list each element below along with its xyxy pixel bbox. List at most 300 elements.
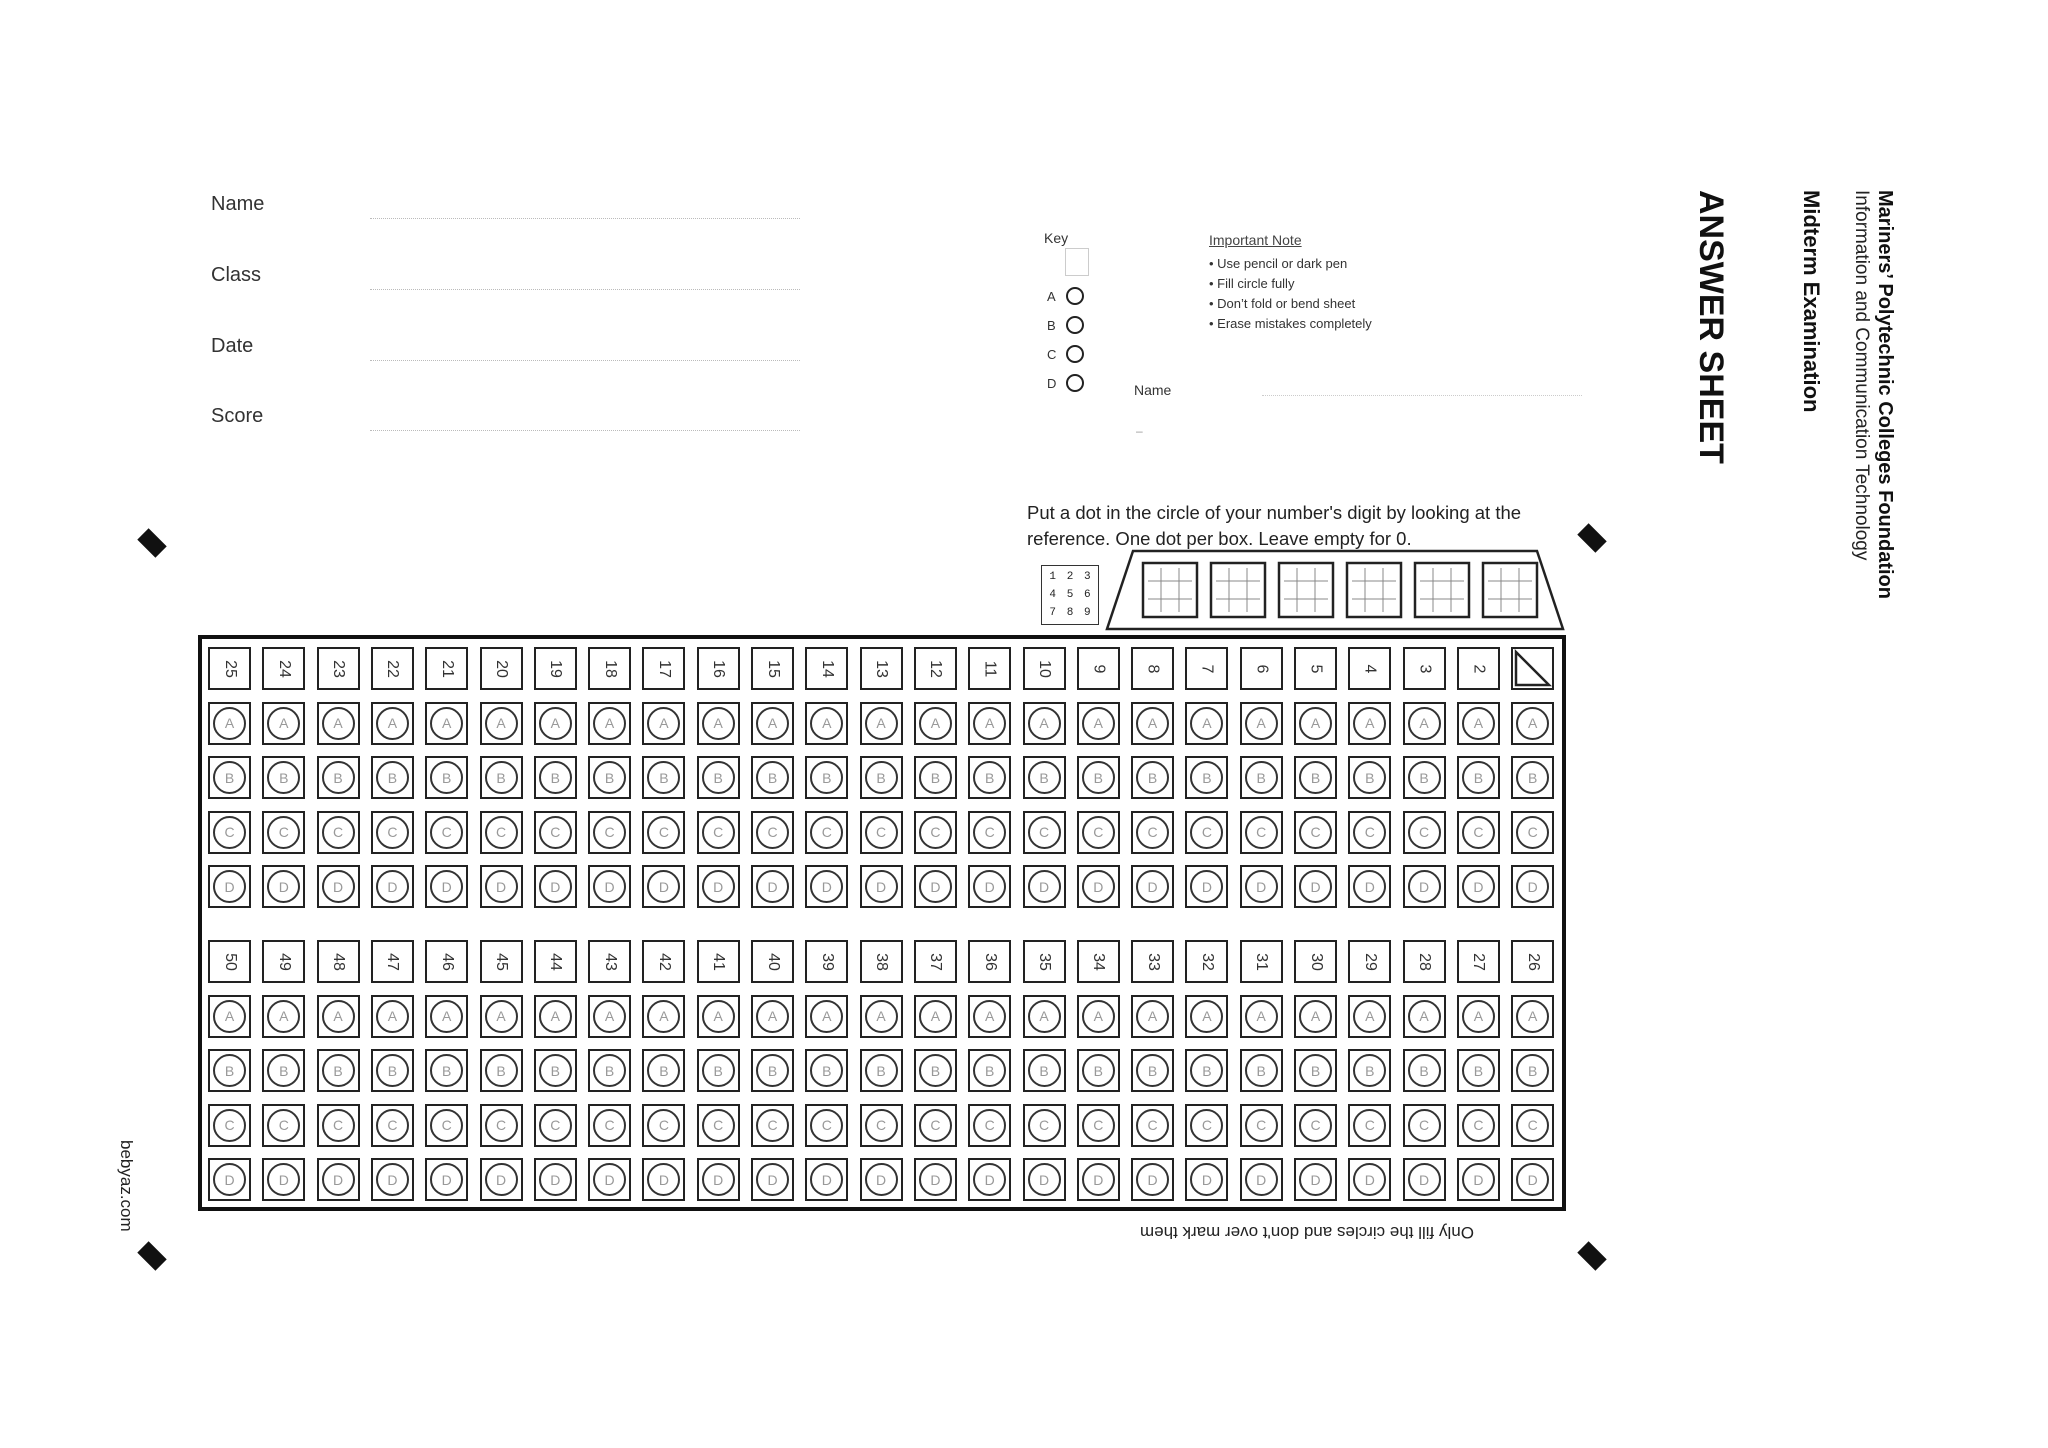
question-number bbox=[1185, 940, 1228, 983]
answer-bubble[interactable] bbox=[539, 1054, 572, 1087]
question-number-label: 40 bbox=[764, 952, 782, 971]
answer-bubble[interactable] bbox=[1082, 1109, 1115, 1142]
answer-bubble[interactable] bbox=[865, 870, 898, 903]
bubble-letter: A bbox=[279, 1008, 289, 1024]
answer-bubble[interactable] bbox=[1245, 707, 1278, 740]
answer-cell bbox=[1240, 702, 1283, 745]
registration-mark bbox=[1577, 1241, 1606, 1270]
answer-bubble[interactable] bbox=[1136, 707, 1169, 740]
answer-bubble[interactable] bbox=[1299, 816, 1332, 849]
answer-cell bbox=[642, 1049, 685, 1092]
name-field[interactable] bbox=[370, 218, 800, 219]
id-digit-box[interactable] bbox=[1279, 563, 1333, 617]
answer-bubble[interactable] bbox=[1190, 1109, 1223, 1142]
answer-bubble[interactable] bbox=[322, 1163, 355, 1196]
bubble-letter: D bbox=[333, 1171, 344, 1188]
answer-bubble[interactable] bbox=[1190, 870, 1223, 903]
answer-cell bbox=[588, 1158, 631, 1201]
answer-cell bbox=[1348, 756, 1391, 799]
answer-bubble[interactable] bbox=[756, 707, 789, 740]
question-number bbox=[1457, 647, 1500, 690]
answer-cell bbox=[1403, 1104, 1446, 1147]
answer-bubble[interactable] bbox=[539, 1163, 572, 1196]
answer-bubble[interactable] bbox=[593, 816, 626, 849]
answer-bubble[interactable] bbox=[1190, 816, 1223, 849]
bubble-letter: C bbox=[1256, 824, 1267, 840]
answer-cell bbox=[208, 1158, 251, 1201]
answer-bubble[interactable] bbox=[1408, 707, 1441, 740]
bubble-letter: A bbox=[1147, 715, 1158, 731]
answer-bubble[interactable] bbox=[1462, 761, 1495, 794]
answer-cell bbox=[425, 756, 468, 799]
id-digit-box[interactable] bbox=[1483, 563, 1537, 617]
answer-bubble[interactable] bbox=[702, 816, 735, 849]
answer-bubble[interactable] bbox=[865, 1163, 898, 1196]
answer-bubble[interactable] bbox=[593, 761, 626, 794]
answer-bubble[interactable] bbox=[919, 1054, 952, 1087]
question-number bbox=[860, 647, 903, 690]
answer-cell bbox=[805, 865, 848, 908]
answer-bubble[interactable] bbox=[539, 707, 572, 740]
answer-bubble[interactable] bbox=[539, 1000, 572, 1033]
answer-bubble[interactable] bbox=[756, 870, 789, 903]
answer-bubble[interactable] bbox=[1353, 1163, 1386, 1196]
answer-bubble[interactable] bbox=[973, 1054, 1006, 1087]
answer-bubble[interactable] bbox=[702, 1000, 735, 1033]
note-item: • Don’t fold or bend sheet bbox=[1209, 296, 1356, 311]
bubble-letter: D bbox=[387, 878, 398, 895]
answer-cell bbox=[1511, 1104, 1554, 1147]
answer-bubble[interactable] bbox=[756, 1054, 789, 1087]
answer-cell bbox=[805, 702, 848, 745]
answer-bubble[interactable] bbox=[430, 1054, 463, 1087]
answer-bubble[interactable] bbox=[702, 761, 735, 794]
answer-bubble[interactable] bbox=[647, 1109, 680, 1142]
answer-cell bbox=[208, 995, 251, 1038]
question-number-label: 43 bbox=[601, 952, 619, 971]
answer-bubble[interactable] bbox=[1190, 707, 1223, 740]
answer-bubble[interactable] bbox=[485, 816, 518, 849]
answer-bubble[interactable] bbox=[919, 761, 952, 794]
bubble-letter: C bbox=[604, 824, 615, 840]
answer-bubble[interactable] bbox=[1190, 1163, 1223, 1196]
answer-bubble[interactable] bbox=[593, 707, 626, 740]
question-number bbox=[480, 940, 523, 983]
answer-bubble[interactable] bbox=[1136, 816, 1169, 849]
answer-bubble[interactable] bbox=[376, 1163, 409, 1196]
answer-bubble[interactable] bbox=[1462, 1109, 1495, 1142]
exam-name: Midterm Examination bbox=[1799, 190, 1824, 413]
answer-bubble[interactable] bbox=[1299, 870, 1332, 903]
answer-bubble[interactable] bbox=[1082, 761, 1115, 794]
answer-cell bbox=[1023, 1158, 1066, 1201]
answer-bubble[interactable] bbox=[1408, 1163, 1441, 1196]
answer-cell bbox=[642, 1104, 685, 1147]
question-number-label: 8 bbox=[1144, 664, 1162, 673]
answer-bubble[interactable] bbox=[539, 761, 572, 794]
answer-bubble[interactable] bbox=[919, 1109, 952, 1142]
answer-bubble[interactable] bbox=[1136, 761, 1169, 794]
answer-bubble[interactable] bbox=[1245, 1109, 1278, 1142]
answer-bubble[interactable] bbox=[322, 1109, 355, 1142]
answer-bubble[interactable] bbox=[267, 1054, 300, 1087]
answer-cell bbox=[1511, 865, 1554, 908]
answer-bubble[interactable] bbox=[322, 870, 355, 903]
answer-bubble[interactable] bbox=[1245, 870, 1278, 903]
brand-name: bebyaz.com bbox=[117, 1140, 136, 1232]
answer-bubble[interactable] bbox=[430, 1163, 463, 1196]
answer-bubble[interactable] bbox=[376, 1000, 409, 1033]
answer-cell bbox=[1131, 756, 1174, 799]
answer-bubble[interactable] bbox=[1353, 870, 1386, 903]
answer-bubble[interactable] bbox=[430, 816, 463, 849]
answer-bubble[interactable] bbox=[973, 1163, 1006, 1196]
bubble-letter: B bbox=[279, 769, 289, 786]
answer-bubble[interactable] bbox=[1408, 1000, 1441, 1033]
answer-bubble[interactable] bbox=[1353, 1054, 1386, 1087]
answer-bubble[interactable] bbox=[430, 761, 463, 794]
answer-bubble[interactable] bbox=[810, 1163, 843, 1196]
answer-bubble[interactable] bbox=[973, 1109, 1006, 1142]
answer-bubble[interactable] bbox=[1136, 870, 1169, 903]
question-number bbox=[317, 647, 360, 690]
answer-bubble[interactable] bbox=[430, 1000, 463, 1033]
answer-bubble[interactable] bbox=[810, 1000, 843, 1033]
question-number-label: 10 bbox=[1035, 659, 1053, 678]
bubble-letter: C bbox=[821, 1117, 832, 1133]
answer-bubble[interactable] bbox=[865, 816, 898, 849]
answer-bubble[interactable] bbox=[1299, 1109, 1332, 1142]
answer-bubble[interactable] bbox=[485, 1109, 518, 1142]
answer-bubble[interactable] bbox=[919, 870, 952, 903]
answer-bubble[interactable] bbox=[213, 761, 246, 794]
answer-bubble[interactable] bbox=[1245, 816, 1278, 849]
answer-bubble[interactable] bbox=[1516, 870, 1549, 903]
answer-bubble[interactable] bbox=[1028, 707, 1061, 740]
answer-cell bbox=[1023, 1049, 1066, 1092]
answer-cell bbox=[697, 995, 740, 1038]
key-row-a bbox=[1047, 287, 1084, 305]
answer-bubble[interactable] bbox=[267, 761, 300, 794]
answer-bubble[interactable] bbox=[810, 707, 843, 740]
answer-cell bbox=[968, 995, 1011, 1038]
answer-bubble[interactable] bbox=[1245, 761, 1278, 794]
answer-bubble[interactable] bbox=[919, 707, 952, 740]
answer-cell bbox=[371, 702, 414, 745]
question-number bbox=[1023, 647, 1066, 690]
answer-bubble[interactable] bbox=[1245, 1000, 1278, 1033]
answer-bubble[interactable] bbox=[1190, 761, 1223, 794]
answer-bubble[interactable] bbox=[485, 761, 518, 794]
question-number-label: 18 bbox=[601, 659, 619, 678]
question-number-label: 42 bbox=[655, 952, 673, 971]
answer-bubble[interactable] bbox=[647, 1054, 680, 1087]
id-digit-box[interactable] bbox=[1211, 563, 1265, 617]
answer-bubble[interactable] bbox=[1516, 816, 1549, 849]
question-number bbox=[1348, 647, 1391, 690]
bubble-letter: D bbox=[1527, 878, 1538, 895]
answer-bubble[interactable] bbox=[1082, 1000, 1115, 1033]
answer-bubble[interactable] bbox=[213, 870, 246, 903]
id-digit-box[interactable] bbox=[1143, 563, 1197, 617]
answer-bubble[interactable] bbox=[1462, 1054, 1495, 1087]
note-name-field[interactable] bbox=[1262, 395, 1582, 396]
answer-bubble[interactable] bbox=[647, 1000, 680, 1033]
bubble-letter: D bbox=[713, 878, 724, 895]
answer-cell bbox=[697, 1049, 740, 1092]
answer-bubble[interactable] bbox=[973, 761, 1006, 794]
answer-bubble[interactable] bbox=[485, 1000, 518, 1033]
bubble-letter: A bbox=[1528, 715, 1538, 731]
answer-bubble[interactable] bbox=[756, 1163, 789, 1196]
answer-bubble[interactable] bbox=[702, 870, 735, 903]
answer-bubble[interactable] bbox=[756, 1109, 789, 1142]
date-label: Date bbox=[211, 335, 254, 357]
answer-bubble[interactable] bbox=[1516, 1109, 1549, 1142]
answer-bubble[interactable] bbox=[1408, 816, 1441, 849]
answer-bubble[interactable] bbox=[810, 870, 843, 903]
score-field[interactable] bbox=[370, 430, 800, 431]
bubble-letter: A bbox=[1202, 715, 1212, 731]
answer-bubble[interactable] bbox=[593, 1000, 626, 1033]
answer-bubble[interactable] bbox=[322, 816, 355, 849]
answer-bubble[interactable] bbox=[865, 1054, 898, 1087]
answer-bubble[interactable] bbox=[973, 870, 1006, 903]
answer-bubble[interactable] bbox=[376, 707, 409, 740]
answer-bubble[interactable] bbox=[376, 1054, 409, 1087]
answer-bubble[interactable] bbox=[1136, 1109, 1169, 1142]
bubble-letter: C bbox=[1038, 824, 1050, 840]
answer-cell bbox=[1185, 995, 1228, 1038]
answer-bubble[interactable] bbox=[1028, 1054, 1061, 1087]
answer-bubble[interactable] bbox=[1082, 1054, 1115, 1087]
answer-bubble[interactable] bbox=[267, 870, 300, 903]
answer-bubble[interactable] bbox=[213, 1163, 246, 1196]
answer-bubble[interactable] bbox=[810, 1109, 843, 1142]
answer-bubble[interactable] bbox=[1028, 1109, 1061, 1142]
answer-bubble[interactable] bbox=[1190, 1054, 1223, 1087]
answer-bubble[interactable] bbox=[322, 761, 355, 794]
answer-bubble[interactable] bbox=[213, 707, 246, 740]
answer-bubble[interactable] bbox=[485, 707, 518, 740]
answer-bubble[interactable] bbox=[1408, 870, 1441, 903]
registration-mark bbox=[137, 528, 166, 557]
answer-bubble[interactable] bbox=[322, 1054, 355, 1087]
id-digit-box[interactable] bbox=[1415, 563, 1469, 617]
answer-bubble[interactable] bbox=[647, 707, 680, 740]
answer-bubble[interactable] bbox=[702, 1054, 735, 1087]
answer-bubble[interactable] bbox=[810, 1054, 843, 1087]
answer-bubble[interactable] bbox=[322, 707, 355, 740]
answer-cell bbox=[208, 865, 251, 908]
answer-bubble[interactable] bbox=[1082, 816, 1115, 849]
answer-bubble[interactable] bbox=[1516, 707, 1549, 740]
answer-bubble[interactable] bbox=[1136, 1163, 1169, 1196]
answer-cell bbox=[1457, 756, 1500, 799]
question-number-label: 32 bbox=[1198, 952, 1216, 971]
answer-bubble[interactable] bbox=[865, 1109, 898, 1142]
question-number-label: 44 bbox=[547, 952, 565, 971]
answer-bubble[interactable] bbox=[322, 1000, 355, 1033]
answer-bubble[interactable] bbox=[376, 761, 409, 794]
date-field[interactable] bbox=[370, 360, 800, 361]
id-digit-box[interactable] bbox=[1347, 563, 1401, 617]
bubble-letter: D bbox=[876, 878, 887, 895]
answer-bubble[interactable] bbox=[1028, 870, 1061, 903]
bubble-letter: C bbox=[930, 824, 941, 840]
answer-bubble[interactable] bbox=[1028, 816, 1061, 849]
answer-bubble[interactable] bbox=[647, 870, 680, 903]
key-label-d: D bbox=[1047, 375, 1057, 391]
answer-bubble[interactable] bbox=[973, 1000, 1006, 1033]
answer-bubble[interactable] bbox=[1462, 816, 1495, 849]
answer-bubble[interactable] bbox=[1028, 761, 1061, 794]
bubble-letter: C bbox=[1473, 1117, 1484, 1133]
answer-cell bbox=[968, 1104, 1011, 1147]
answer-cell bbox=[317, 1049, 360, 1092]
answer-bubble[interactable] bbox=[1462, 707, 1495, 740]
answer-bubble[interactable] bbox=[810, 816, 843, 849]
question-number bbox=[805, 940, 848, 983]
bubble-letter: A bbox=[985, 1008, 995, 1024]
answer-bubble[interactable] bbox=[1516, 1000, 1549, 1033]
bubble-letter: A bbox=[604, 715, 615, 731]
answer-bubble[interactable] bbox=[430, 707, 463, 740]
answer-bubble[interactable] bbox=[1353, 761, 1386, 794]
answer-cell bbox=[208, 702, 251, 745]
answer-bubble[interactable] bbox=[539, 816, 572, 849]
answer-bubble[interactable] bbox=[1082, 870, 1115, 903]
answer-bubble[interactable] bbox=[919, 816, 952, 849]
answer-bubble[interactable] bbox=[702, 707, 735, 740]
answer-bubble[interactable] bbox=[267, 707, 300, 740]
bubble-letter: C bbox=[1473, 824, 1484, 840]
answer-bubble[interactable] bbox=[1028, 1000, 1061, 1033]
answer-bubble[interactable] bbox=[1462, 1000, 1495, 1033]
answer-bubble[interactable] bbox=[756, 816, 789, 849]
answer-bubble[interactable] bbox=[1516, 1054, 1549, 1087]
answer-bubble[interactable] bbox=[1245, 1163, 1278, 1196]
answer-cell bbox=[1131, 1158, 1174, 1201]
answer-bubble[interactable] bbox=[1516, 761, 1549, 794]
answer-bubble[interactable] bbox=[539, 870, 572, 903]
answer-bubble[interactable] bbox=[1299, 1054, 1332, 1087]
answer-bubble[interactable] bbox=[1082, 707, 1115, 740]
answer-bubble[interactable] bbox=[1353, 1109, 1386, 1142]
answer-bubble[interactable] bbox=[1353, 707, 1386, 740]
answer-cell bbox=[262, 995, 305, 1038]
answer-bubble[interactable] bbox=[267, 1163, 300, 1196]
answer-cell bbox=[588, 1049, 631, 1092]
answer-bubble[interactable] bbox=[485, 870, 518, 903]
answer-bubble[interactable] bbox=[213, 1109, 246, 1142]
answer-bubble[interactable] bbox=[1082, 1163, 1115, 1196]
answer-bubble[interactable] bbox=[593, 1163, 626, 1196]
answer-bubble[interactable] bbox=[430, 1109, 463, 1142]
question-number bbox=[1457, 940, 1500, 983]
answer-bubble[interactable] bbox=[973, 816, 1006, 849]
answer-bubble[interactable] bbox=[593, 870, 626, 903]
answer-bubble[interactable] bbox=[702, 1109, 735, 1142]
answer-bubble[interactable] bbox=[1516, 1163, 1549, 1196]
answer-bubble[interactable] bbox=[376, 870, 409, 903]
bubble-letter: A bbox=[767, 1008, 778, 1024]
answer-bubble[interactable] bbox=[485, 1163, 518, 1196]
answer-cell bbox=[262, 1104, 305, 1147]
answer-bubble[interactable] bbox=[810, 761, 843, 794]
answer-bubble[interactable] bbox=[430, 870, 463, 903]
answer-bubble[interactable] bbox=[1245, 1054, 1278, 1087]
answer-bubble[interactable] bbox=[919, 1163, 952, 1196]
bubble-letter: C bbox=[550, 824, 561, 840]
key-label-a: A bbox=[1047, 288, 1056, 304]
answer-cell bbox=[1294, 995, 1337, 1038]
answer-bubble[interactable] bbox=[1353, 816, 1386, 849]
answer-bubble[interactable] bbox=[1353, 1000, 1386, 1033]
bubble-letter: C bbox=[1310, 1117, 1321, 1133]
answer-bubble[interactable] bbox=[539, 1109, 572, 1142]
bubble-letter: B bbox=[387, 1062, 398, 1079]
answer-bubble[interactable] bbox=[1136, 1054, 1169, 1087]
answer-bubble[interactable] bbox=[593, 1054, 626, 1087]
answer-bubble[interactable] bbox=[1299, 761, 1332, 794]
answer-bubble[interactable] bbox=[213, 816, 246, 849]
answer-bubble[interactable] bbox=[267, 1000, 300, 1033]
answer-bubble[interactable] bbox=[756, 1000, 789, 1033]
bubble-letter: A bbox=[822, 1008, 832, 1024]
answer-bubble[interactable] bbox=[647, 1163, 680, 1196]
answer-bubble[interactable] bbox=[1299, 1000, 1332, 1033]
answer-bubble[interactable] bbox=[213, 1000, 246, 1033]
answer-bubble[interactable] bbox=[376, 1109, 409, 1142]
answer-bubble[interactable] bbox=[919, 1000, 952, 1033]
answer-bubble[interactable] bbox=[1299, 1163, 1332, 1196]
answer-bubble[interactable] bbox=[1299, 707, 1332, 740]
answer-bubble[interactable] bbox=[267, 1109, 300, 1142]
answer-bubble[interactable] bbox=[1190, 1000, 1223, 1033]
answer-bubble[interactable] bbox=[1408, 761, 1441, 794]
answer-bubble[interactable] bbox=[756, 761, 789, 794]
question-number bbox=[968, 940, 1011, 983]
answer-bubble[interactable] bbox=[1462, 870, 1495, 903]
answer-bubble[interactable] bbox=[702, 1163, 735, 1196]
bubble-letter: D bbox=[1527, 1171, 1538, 1188]
answer-bubble[interactable] bbox=[973, 707, 1006, 740]
answer-bubble[interactable] bbox=[647, 816, 680, 849]
answer-bubble[interactable] bbox=[376, 816, 409, 849]
corner-triangle-icon bbox=[1513, 649, 1552, 688]
question-number-label: 28 bbox=[1416, 952, 1434, 971]
answer-bubble[interactable] bbox=[1028, 1163, 1061, 1196]
answer-bubble[interactable] bbox=[865, 707, 898, 740]
answer-bubble[interactable] bbox=[1136, 1000, 1169, 1033]
question-number-label: 24 bbox=[275, 659, 293, 678]
answer-bubble[interactable] bbox=[267, 816, 300, 849]
answer-bubble[interactable] bbox=[213, 1054, 246, 1087]
answer-bubble[interactable] bbox=[485, 1054, 518, 1087]
answer-cell bbox=[262, 702, 305, 745]
answer-bubble[interactable] bbox=[593, 1109, 626, 1142]
answer-bubble[interactable] bbox=[865, 1000, 898, 1033]
answer-bubble[interactable] bbox=[1408, 1109, 1441, 1142]
answer-bubble[interactable] bbox=[1408, 1054, 1441, 1087]
bubble-letter: A bbox=[550, 1008, 560, 1024]
answer-bubble[interactable] bbox=[1462, 1163, 1495, 1196]
answer-bubble[interactable] bbox=[647, 761, 680, 794]
answer-bubble[interactable] bbox=[865, 761, 898, 794]
class-field[interactable] bbox=[370, 289, 800, 290]
question-number bbox=[208, 940, 251, 983]
